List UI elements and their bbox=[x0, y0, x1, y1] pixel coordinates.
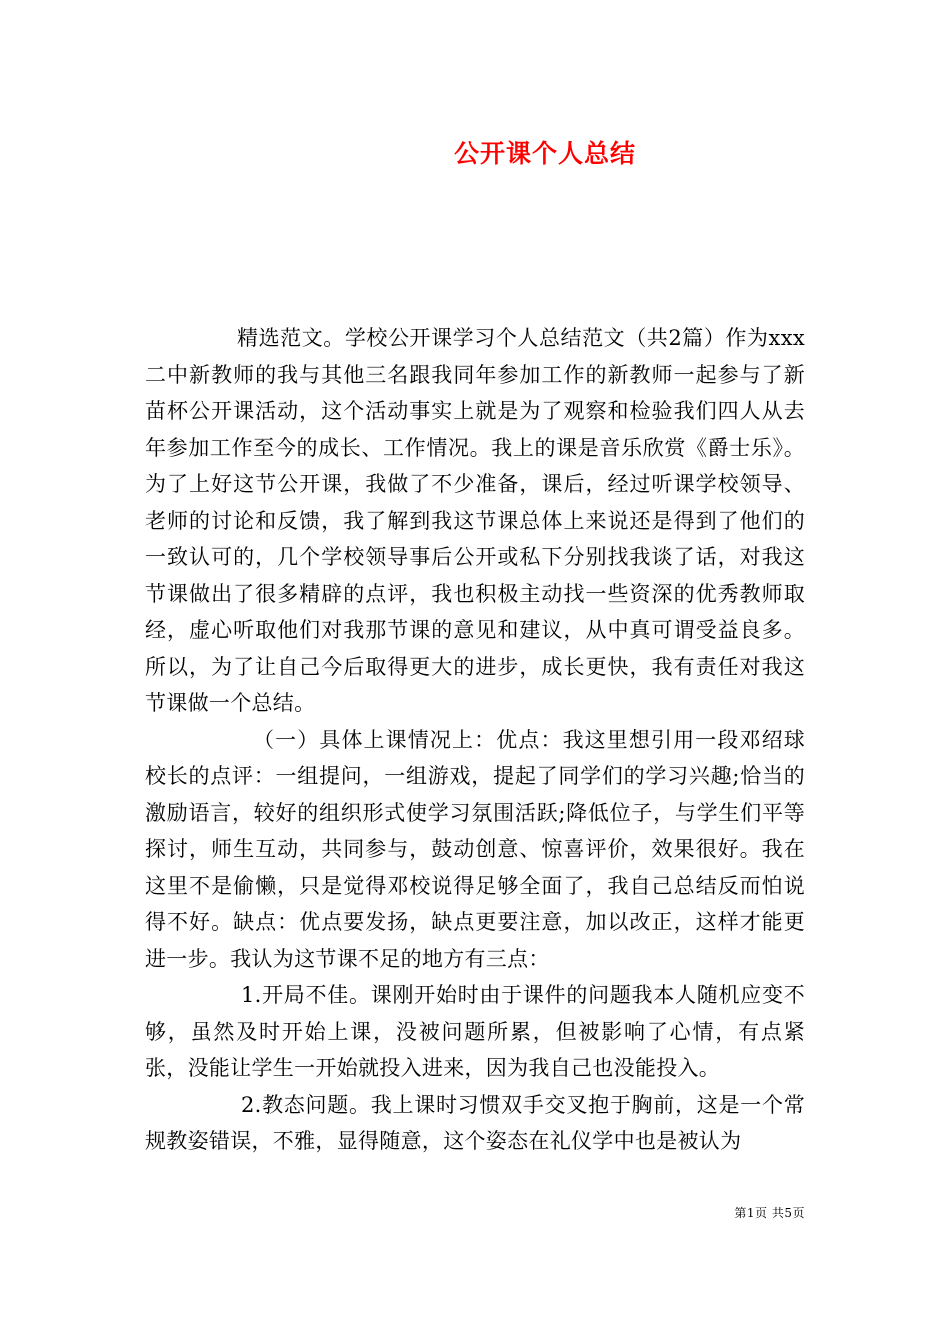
paragraph-point-1: 1.开局不佳。课刚开始时由于课件的问题我本人随机应变不够，虽然及时开始上课，没被问题所累，但被影响了心情，有点紧张，没能让学生一开始就投入进来，因为我自己也没能投入。 bbox=[145, 983, 805, 1080]
paragraph-point-2: 2.教态问题。我上课时习惯双手交叉抱于胸前，这是一个常规教姿错误，不雅，显得随意，这个姿态在礼仪学中也是被认为 bbox=[145, 1092, 805, 1153]
paragraph-intro: 精选范文。学校公开课学习个人总结范文（共2篇）作为xxx二中新教师的我与其他三名跟我同年参加工作的新教师一起参与了新苗杯公开课活动，这个活动事实上就是为了观察和检验我们四人从去年参加工作至今的成长、工作情况。我上的课是音乐欣赏《爵士乐》。为了上好这节公开课，我做了不少准备，课后，经过听课学校领导、老师的讨论和反馈，我了解到我这节课总体上来说还是得到了他们的一致认可的，几个学校领导事后公开或私下分别找我谈了话，对我这节课做出了很多精辟的点评，我也积极主动找一些资深的优秀教师取经，虚心听取他们对我那节课的意见和建议，从中真可谓受益良多。所以，为了让自己今后取得更大的进步，成长更快，我有责任对我这节课做一个总结。 bbox=[145, 326, 805, 715]
document-body bbox=[145, 320, 805, 1160]
document-title: 公开课个人总结 bbox=[453, 139, 636, 168]
paragraph-evaluation: （一）具体上课情况上：优点：我这里想引用一段邓绍球校长的点评：一组提问，一组游戏，提起了同学们的学习兴趣;恰当的激励语言，较好的组织形式使学习氛围活跃;降低位子，与学生们平等探讨，师生互动，共同参与，鼓动创意、惊喜评价，效果很好。我在这里不是偷懒，只是觉得邓校说得足够全面了，我自己总结反而怕说得不好。缺点：优点要发扬，缺点更要注意，加以改正，这样才能更进一步。我认为这节课不足的地方有三点： bbox=[145, 727, 805, 971]
page-number: 第1页 共5页 bbox=[734, 1206, 805, 1220]
